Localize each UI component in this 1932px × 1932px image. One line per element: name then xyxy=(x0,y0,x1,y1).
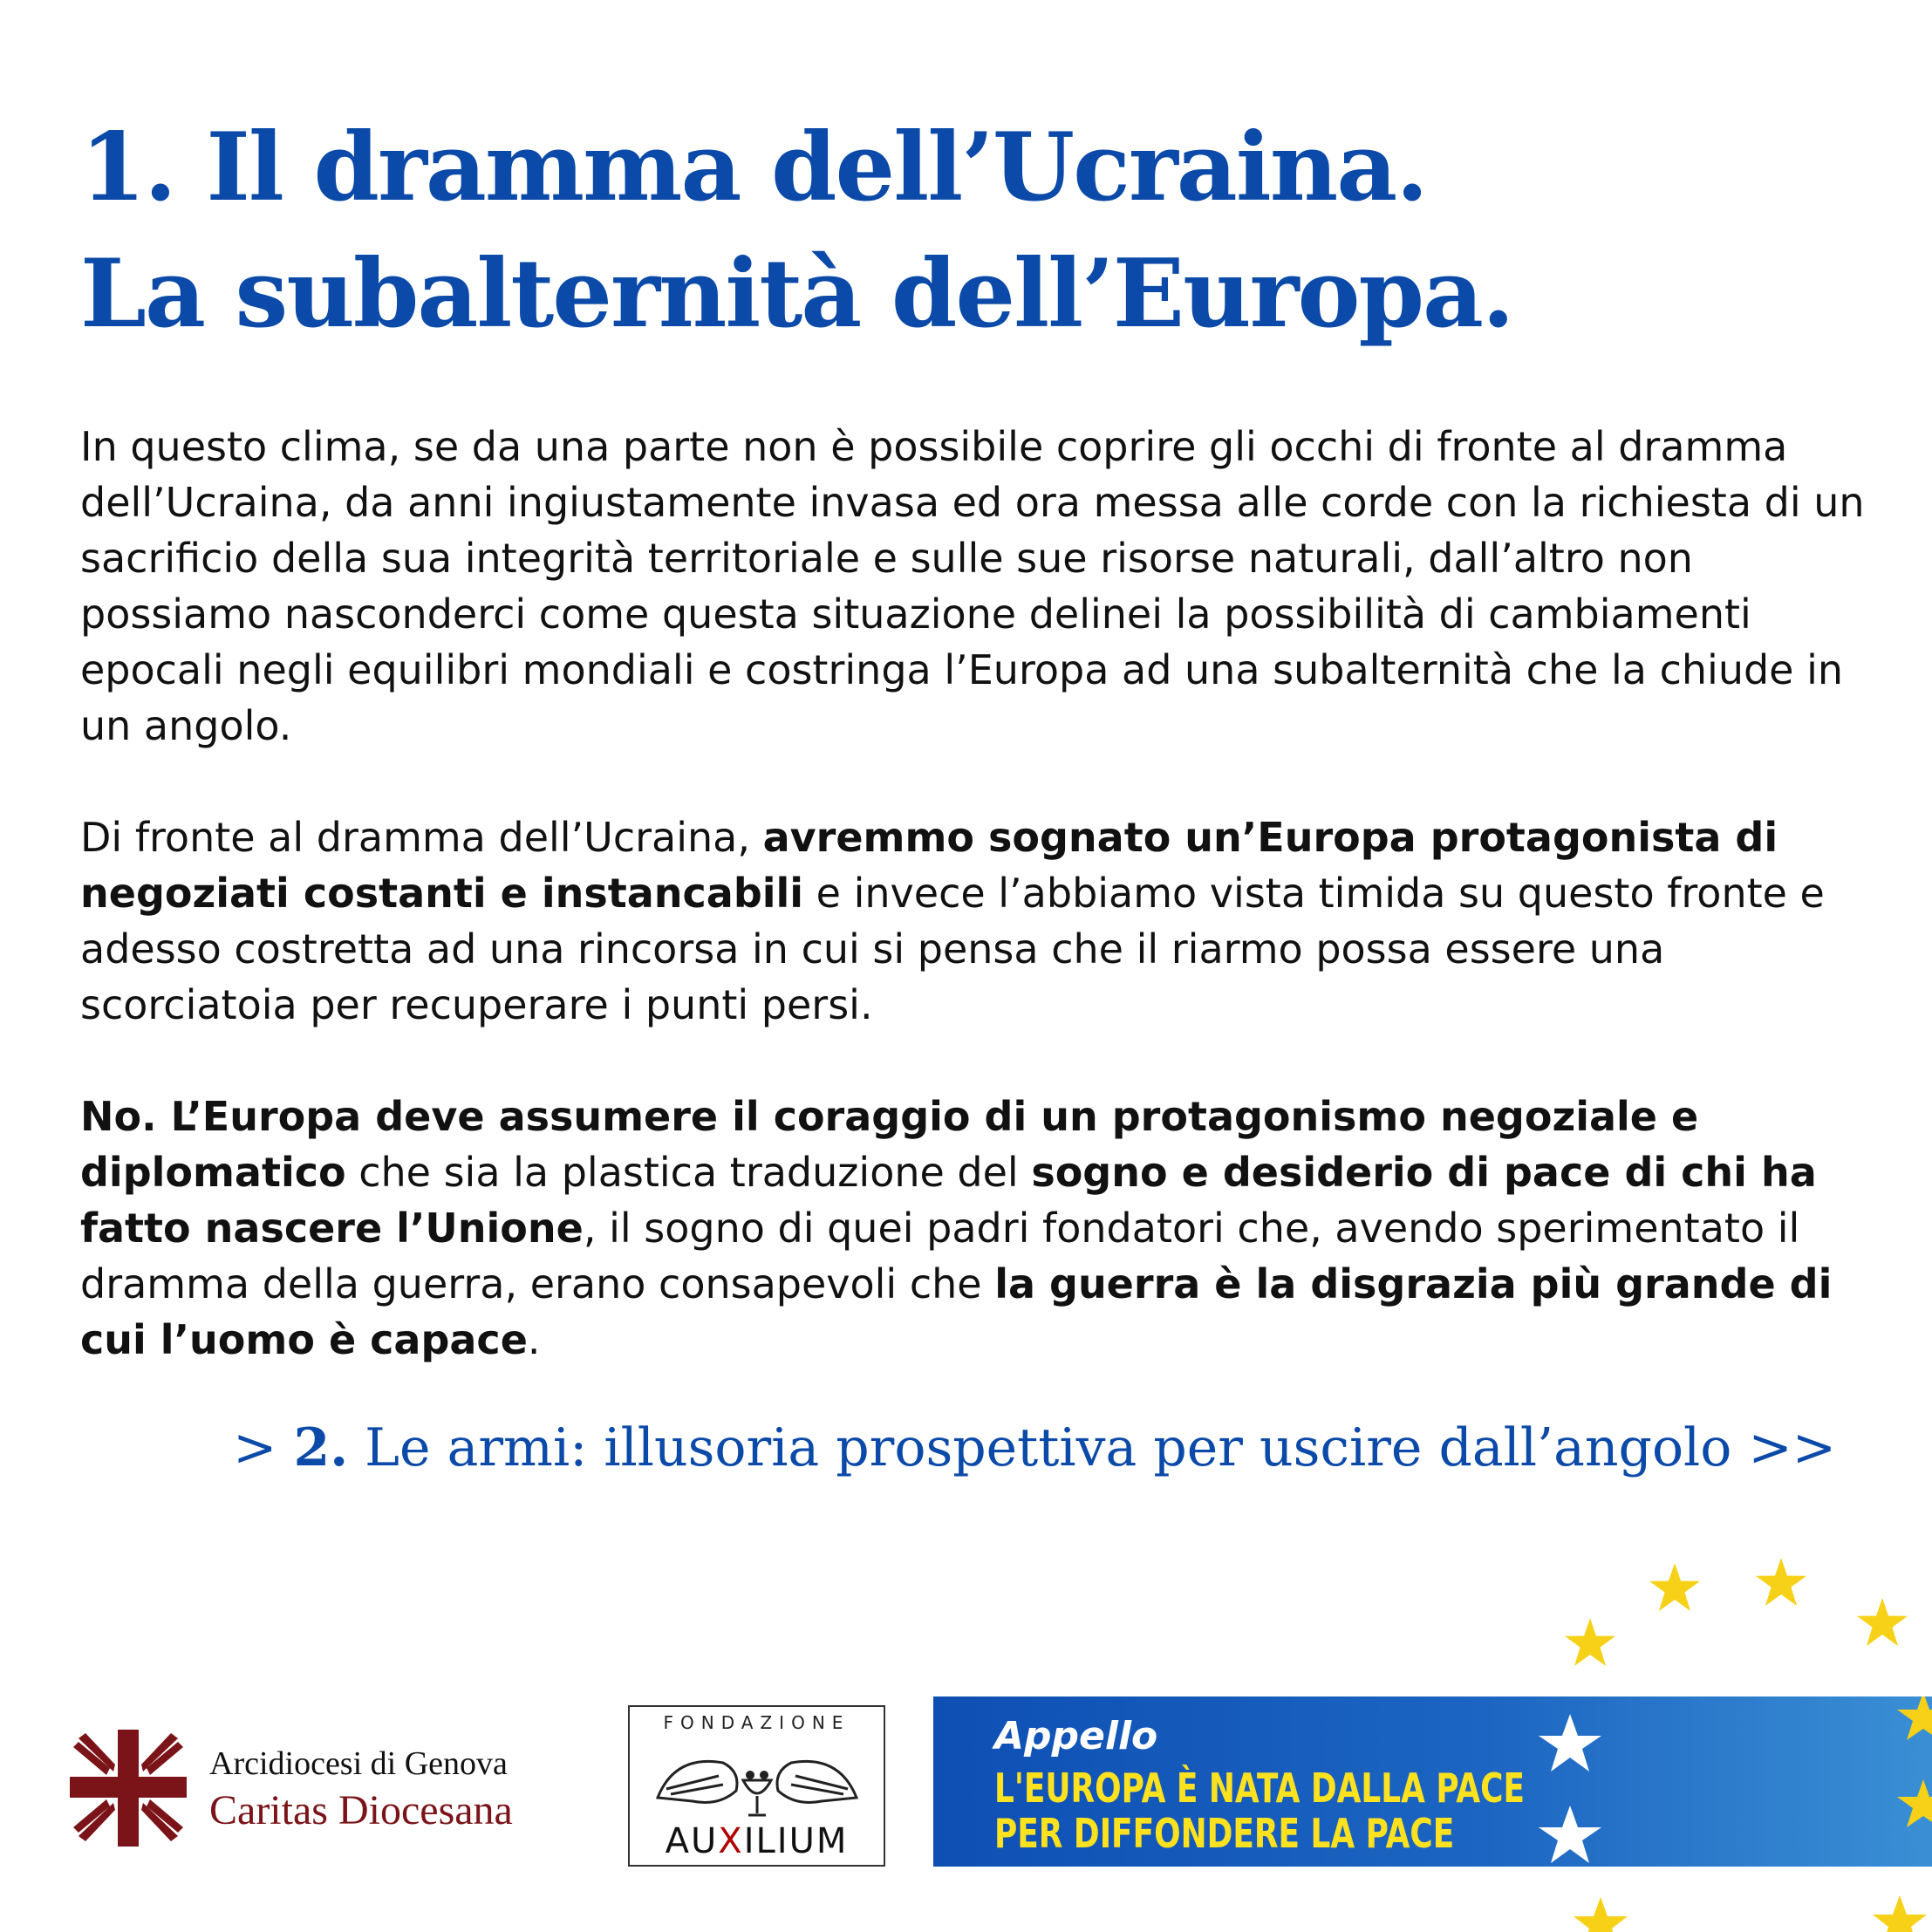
body-text-run: che sia la plastica traduzione del xyxy=(345,1149,1032,1196)
caritas-line-1: Arcidiocesi di Genova xyxy=(209,1745,508,1782)
emphasis-text: la guerra è la disgrazia più grande di cui l’uomo è capace xyxy=(80,1260,1833,1363)
emphasis-text: sogno e desiderio di pace di chi ha fatto nascere l’Unione xyxy=(80,1149,1817,1252)
eu-star-icon xyxy=(1756,1558,1806,1606)
next-link-suffix: >> xyxy=(1731,1417,1836,1478)
next-section-link[interactable] xyxy=(233,1413,1836,1483)
auxilium-name xyxy=(630,1821,884,1861)
body-text-run: , il sogno di quei padri fondatori che, avendo sperimentato il dramma della guerra, erano consapevoli che xyxy=(80,1205,1800,1307)
next-link-label: Le armi: illusoria prospettiva per uscire dall’angolo xyxy=(348,1417,1732,1478)
body-paragraph-2 xyxy=(80,809,1877,1033)
banner-line-2: L'EUROPA È NATA DALLA PACE xyxy=(994,1765,1525,1812)
body-text-run: In questo clima, se da una parte non è possibile coprire gli occhi di fronte al dramma dell’Ucraina, da anni ingiustamente invasa ed ora messa alle corde con la richiesta di un sacrificio della sua integrità territoriale e sulle sue risorse naturali, dall’altro non possiamo nasconderci come questa situazione delinei la possibilità di cambiamenti epocali negli equilibri mondiali e costringa l’Europa ad una subalternità che la chiude in un angolo. xyxy=(80,423,1865,749)
body-text xyxy=(80,419,1877,1423)
page-title xyxy=(80,105,1513,358)
eu-star-icon xyxy=(1873,1895,1927,1932)
auxilium-birds-logo xyxy=(640,1737,874,1824)
title-line-1: 1. Il dramma dell’Ucraina. xyxy=(80,113,1427,222)
eu-star-icon xyxy=(1897,1779,1932,1827)
eu-star-icon xyxy=(1539,1714,1601,1772)
banner-title: Appello xyxy=(994,1714,1158,1758)
eu-star-icon xyxy=(1565,1618,1615,1666)
eu-star-icon xyxy=(1574,1897,1628,1932)
auxilium-name-x: X xyxy=(718,1821,744,1861)
eu-star-icon xyxy=(1649,1563,1700,1611)
body-text-run: e invece l’abbiamo vista timida su questo fronte e adesso costretta ad una rincorsa in cui si pensa che il riarmo possa essere una scorciatoia per recuperare i punti persi. xyxy=(80,870,1825,1028)
title-line-2: La subalternità dell’Europa. xyxy=(80,239,1513,349)
auxilium-logo xyxy=(628,1705,885,1867)
banner-line-3: PER DIFFONDERE LA PACE xyxy=(994,1810,1455,1857)
body-paragraph-1 xyxy=(80,419,1877,754)
body-text-run: Di fronte al dramma dell’Ucraina, xyxy=(80,814,763,861)
body-text-run: . xyxy=(527,1316,541,1363)
appello-banner xyxy=(933,1696,1932,1867)
caritas-cross-logo xyxy=(61,1723,196,1853)
eu-star-icon xyxy=(1857,1598,1908,1646)
caritas-logo xyxy=(61,1723,584,1853)
next-link-number: 2. xyxy=(293,1417,349,1478)
eu-stars-bottom xyxy=(1500,1853,1932,1932)
auxilium-name-b: ILIUM xyxy=(743,1821,849,1861)
emphasis-text: No. L’Europa deve assumere il coraggio di un protagonismo negoziale e diplomatico xyxy=(80,1093,1699,1196)
emphasis-text: avremmo sognato un’Europa protagonista di negoziati costanti e instancabili xyxy=(80,814,1778,917)
auxilium-name-a: AU xyxy=(665,1821,719,1861)
next-link-prefix: > xyxy=(233,1417,294,1478)
body-paragraph-3 xyxy=(80,1089,1877,1368)
eu-star-icon xyxy=(1897,1696,1932,1740)
auxilium-top-text: FONDAZIONE xyxy=(663,1712,850,1733)
caritas-line-2: Caritas Diocesana xyxy=(209,1787,513,1833)
